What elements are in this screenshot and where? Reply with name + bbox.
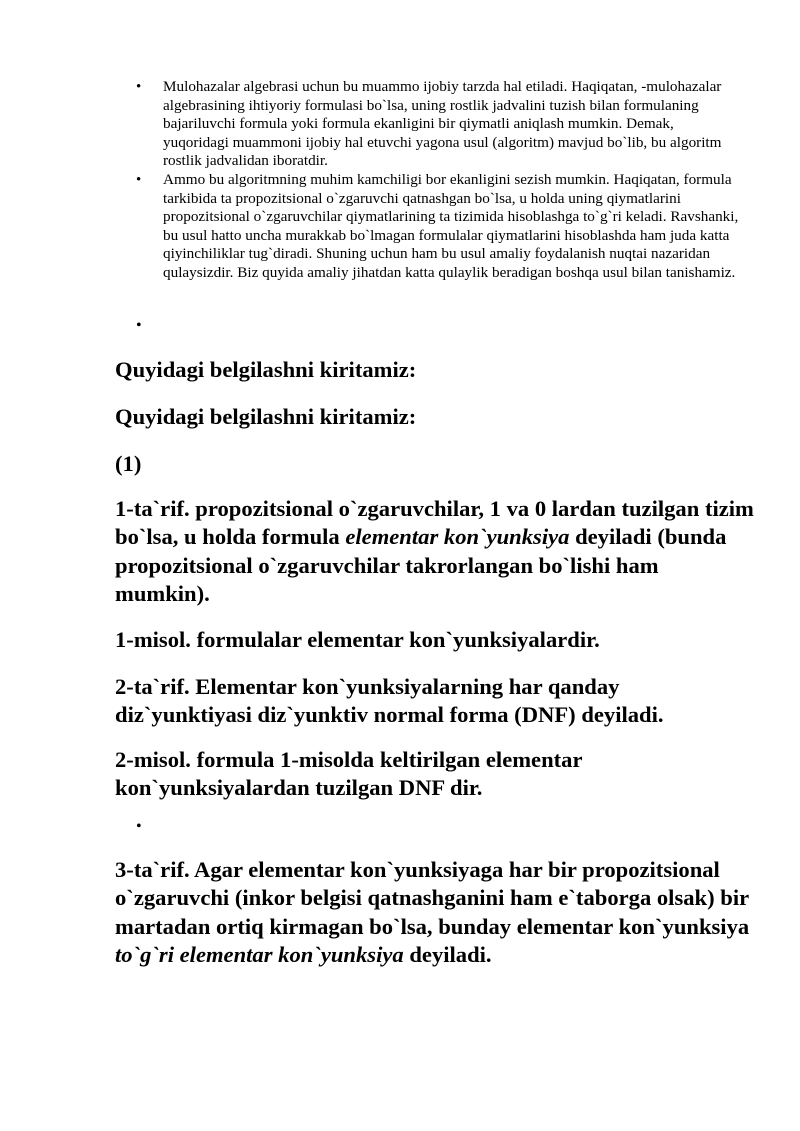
definition-1-term: elementar kon`yunksiya <box>345 524 570 550</box>
definition-3 <box>115 856 755 970</box>
example-1: 1-misol. formulalar elementar kon`yunksiyalardir. <box>115 627 600 652</box>
example-2: 2-misol. formula 1-misolda keltirilgan elementar kon`yunksiyalardan tuzilgan DNF dir. <box>115 747 583 801</box>
definition-1-text: 1-ta`rif. propozitsional o`zgaruvchilar, 1 va 0 lardan tuzilgan tizim bo`lsa, u holda formula <box>115 496 754 550</box>
bullet-icon: • <box>136 171 142 188</box>
bullet-list <box>136 78 743 283</box>
list-item <box>136 78 743 171</box>
definition-3-text-end: deyiladi. <box>403 942 492 968</box>
definition-3-term: to`g`ri elementar kon`yunksiya <box>115 942 404 968</box>
definition-1 <box>115 495 755 609</box>
empty-bullet-icon: • <box>136 818 142 835</box>
intro-heading-repeat: Quyidagi belgilashni kiritamiz: <box>115 404 417 429</box>
intro-heading: Quyidagi belgilashni kiritamiz: <box>115 357 417 382</box>
definition-2: 2-ta`rif. Elementar kon`yunksiyalarning har qanday diz`yunktiyasi diz`yunktiv normal forma (DNF) deyiladi. <box>115 674 664 728</box>
definition-3-text: 3-ta`rif. Agar elementar kon`yunksiyaga har bir propozitsional o`zgaruvchi (inkor belgisi qatnashganini ham e`taborga olsak) bir martadan ortiq kirmagan bo`lsa, bunday elementar kon`yunksiya <box>115 857 750 939</box>
empty-bullet-icon: • <box>136 317 142 334</box>
list-item-text: Ammo bu algoritmning muhim kamchiligi bor ekanligini sezish mumkin. Haqiqatan, formula tarkibida ta propozitsional o`zgaruvchi qatnashgan bo`lsa, u holda uning qiymatlarini propozitsional o`zgaruvchilar qiymatlarining ta tizimida hisoblashga to`g`ri keladi. Ravshanki, bu usul hatto uncha murakkab bo`lmagan formulalar qiymatlarini hisoblashda ham juda katta qiyinchiliklar tug`diradi. Shuning uchun ham bu usul amaliy foydalanish nuqtai nazaridan qulaysizdir. Biz quyida amaliy jihatdan katta qulaylik beradigan boshqa usul bilan tanishamiz. <box>163 170 739 281</box>
definition-1-text-end: deyiladi (bunda propozitsional o`zgaruvchilar takrorlangan bo`lishi ham mumkin). <box>115 524 727 607</box>
list-item-text: Mulohazalar algebrasi uchun bu muammo ijobiy tarzda hal etiladi. Haqiqatan, -mulohazalar algebrasining ihtiyoriy formulasi bo`lsa, uning rostlik jadvalini tuzish bilan formulaning bajariluvchi formula yoki formula ekanligini bir qiymatli aniqlash mumkin. Demak, yuqoridagi muammoni ijobiy hal etuvchi yagona usul (algoritm) mavjud bo`lib, bu algoritm rostlik jadvalidan iboratdir. <box>163 78 722 170</box>
formula-number: (1) <box>115 451 142 476</box>
bullet-icon: • <box>136 79 142 95</box>
list-item <box>136 170 743 283</box>
